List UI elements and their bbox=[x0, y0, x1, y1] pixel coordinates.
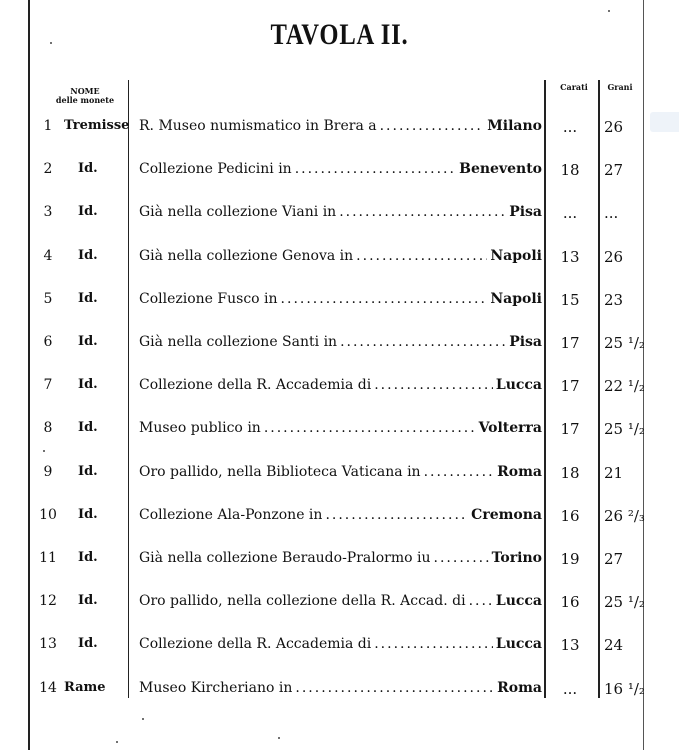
paper-speck bbox=[142, 718, 144, 720]
description-text: R. Museo numismatico in Brera a bbox=[139, 118, 377, 134]
carati-value: 13 bbox=[560, 247, 580, 266]
dot-leader bbox=[340, 334, 506, 350]
location-description bbox=[139, 507, 542, 523]
carati-value: ... bbox=[562, 679, 578, 698]
coin-name: Id. bbox=[78, 290, 98, 306]
carati-value: ... bbox=[562, 118, 578, 136]
dot-leader bbox=[380, 118, 485, 134]
city: Benevento bbox=[459, 161, 542, 178]
location-description bbox=[139, 118, 542, 134]
table-row bbox=[0, 636, 679, 666]
description-text: Collezione Ala-Ponzone in bbox=[139, 506, 323, 523]
location-description bbox=[139, 334, 542, 350]
city: Milano bbox=[487, 118, 542, 134]
row-number: 13 bbox=[39, 636, 57, 653]
dot-leader bbox=[374, 636, 493, 652]
header-coin-name-line1: NOME bbox=[70, 86, 100, 96]
header-coin-name bbox=[50, 87, 120, 105]
description-text: Oro pallido, nella Biblioteca Vaticana in bbox=[139, 463, 421, 480]
dot-leader bbox=[325, 507, 468, 523]
location-description bbox=[139, 204, 542, 220]
coin-name: Id. bbox=[78, 636, 98, 652]
description-text: Collezione della R. Accademia di bbox=[139, 636, 372, 653]
table-row bbox=[0, 334, 679, 364]
row-number: 11 bbox=[39, 550, 57, 566]
table-row bbox=[0, 118, 679, 148]
paper-speck bbox=[278, 737, 280, 739]
description-text: Collezione Pedicini in bbox=[139, 161, 292, 178]
page-title: TAVOLA II. bbox=[270, 18, 409, 51]
description-text: Collezione Fusco in bbox=[139, 290, 278, 307]
row-number: 7 bbox=[43, 377, 53, 394]
location-description bbox=[139, 593, 542, 609]
city: Roma bbox=[497, 679, 542, 696]
description-text: Museo Kircheriano in bbox=[139, 679, 293, 696]
header-coin-name-line2: delle monete bbox=[55, 95, 115, 105]
city: Torino bbox=[491, 550, 542, 566]
coin-name: Id. bbox=[78, 550, 98, 565]
row-number: 14 bbox=[39, 679, 57, 696]
grani-value: 22 ¹/₂ bbox=[604, 377, 645, 396]
coin-name: Id. bbox=[78, 247, 98, 263]
row-number: 4 bbox=[43, 247, 53, 264]
dot-leader bbox=[469, 593, 493, 609]
grani-value: 27 bbox=[604, 550, 624, 568]
location-description bbox=[139, 377, 542, 393]
table-row bbox=[0, 680, 679, 710]
table-row bbox=[0, 507, 679, 537]
location-description bbox=[139, 420, 542, 436]
carati-value: 17 bbox=[560, 420, 580, 439]
carati-value: 19 bbox=[560, 550, 580, 568]
grani-value: 26 bbox=[604, 118, 624, 136]
coin-name: Id. bbox=[78, 377, 98, 393]
row-number: 5 bbox=[43, 290, 53, 307]
city: Cremona bbox=[471, 506, 542, 523]
paper-speck bbox=[608, 10, 610, 12]
location-description bbox=[139, 636, 542, 652]
paper-speck bbox=[116, 741, 118, 743]
dot-leader bbox=[374, 377, 493, 393]
dot-leader bbox=[295, 161, 456, 177]
dot-leader bbox=[434, 550, 489, 566]
city: Lucca bbox=[495, 377, 542, 394]
description-text: Già nella collezione Beraudo-Pralormo iu bbox=[139, 550, 431, 566]
grani-value: 23 bbox=[604, 290, 624, 309]
grani-value: 26 bbox=[604, 247, 624, 266]
table-row bbox=[0, 291, 679, 321]
coin-name: Id. bbox=[78, 204, 98, 220]
grani-value: 25 ¹/₂ bbox=[604, 593, 645, 612]
city: Lucca bbox=[495, 593, 542, 610]
dot-leader bbox=[356, 248, 487, 264]
table-row bbox=[0, 161, 679, 191]
row-number: 6 bbox=[43, 334, 53, 350]
coin-name: Id. bbox=[78, 506, 98, 522]
description-text: Già nella collezione Santi in bbox=[139, 334, 338, 350]
city: Pisa bbox=[509, 204, 542, 221]
table-row bbox=[0, 464, 679, 494]
description-text: Museo publico in bbox=[139, 420, 261, 437]
row-number: 10 bbox=[39, 506, 57, 523]
grani-value: 26 ²/₃ bbox=[604, 506, 645, 525]
carati-value: 16 bbox=[560, 506, 580, 525]
header-grani: Grani bbox=[607, 82, 633, 92]
description-text: Collezione della R. Accademia di bbox=[139, 377, 372, 394]
carati-value: 18 bbox=[560, 161, 580, 180]
grani-value: 25 ¹/₂ bbox=[604, 334, 645, 352]
table-row bbox=[0, 420, 679, 450]
location-description bbox=[139, 161, 542, 177]
row-number: 8 bbox=[43, 420, 53, 437]
row-number: 1 bbox=[43, 118, 53, 134]
carati-value: 15 bbox=[560, 290, 580, 309]
table-row bbox=[0, 248, 679, 278]
coin-name: Id. bbox=[78, 334, 98, 349]
dot-leader bbox=[264, 420, 476, 436]
description-text: Già nella collezione Genova in bbox=[139, 247, 354, 264]
location-description bbox=[139, 680, 542, 696]
carati-value: ... bbox=[562, 204, 578, 223]
city: Volterra bbox=[478, 420, 542, 437]
coin-name: Rame bbox=[64, 679, 106, 695]
dot-leader bbox=[424, 464, 495, 480]
city: Lucca bbox=[495, 636, 542, 653]
grani-value: 27 bbox=[604, 161, 624, 180]
location-description bbox=[139, 464, 542, 480]
coin-name: Id. bbox=[78, 593, 98, 609]
paper-speck bbox=[50, 42, 52, 44]
table-row bbox=[0, 550, 679, 580]
carati-value: 17 bbox=[560, 377, 580, 396]
description-text: Oro pallido, nella collezione della R. Accad. di bbox=[139, 593, 466, 610]
location-description bbox=[139, 291, 542, 307]
paper-speck bbox=[43, 450, 45, 452]
grani-value: ... bbox=[604, 204, 619, 223]
table-row bbox=[0, 204, 679, 234]
coin-name: Id. bbox=[78, 161, 98, 177]
carati-value: 17 bbox=[560, 334, 580, 352]
description-text: Già nella collezione Viani in bbox=[139, 204, 337, 221]
city: Pisa bbox=[509, 334, 542, 350]
table-row bbox=[0, 593, 679, 623]
dot-leader bbox=[295, 680, 494, 696]
dot-leader bbox=[281, 291, 488, 307]
grani-value: 25 ¹/₂ bbox=[604, 420, 645, 439]
city: Roma bbox=[497, 463, 542, 480]
header-carati: Carati bbox=[560, 82, 588, 92]
row-number: 2 bbox=[43, 161, 53, 178]
grani-value: 16 ¹/₂ bbox=[604, 679, 645, 698]
dot-leader bbox=[339, 204, 506, 220]
coin-name: Tremisse bbox=[64, 118, 130, 133]
table-row bbox=[0, 377, 679, 407]
grani-value: 24 bbox=[604, 636, 624, 655]
location-description bbox=[139, 550, 542, 566]
grani-value: 21 bbox=[604, 463, 624, 482]
row-number: 3 bbox=[43, 204, 53, 221]
carati-value: 16 bbox=[560, 593, 580, 612]
city: Napoli bbox=[490, 290, 542, 307]
location-description bbox=[139, 248, 542, 264]
coin-name: Id. bbox=[78, 420, 98, 436]
carati-value: 13 bbox=[560, 636, 580, 655]
coin-name: Id. bbox=[78, 463, 98, 479]
row-number: 12 bbox=[39, 593, 57, 610]
row-number: 9 bbox=[43, 463, 53, 480]
city: Napoli bbox=[490, 247, 542, 264]
carati-value: 18 bbox=[560, 463, 580, 482]
